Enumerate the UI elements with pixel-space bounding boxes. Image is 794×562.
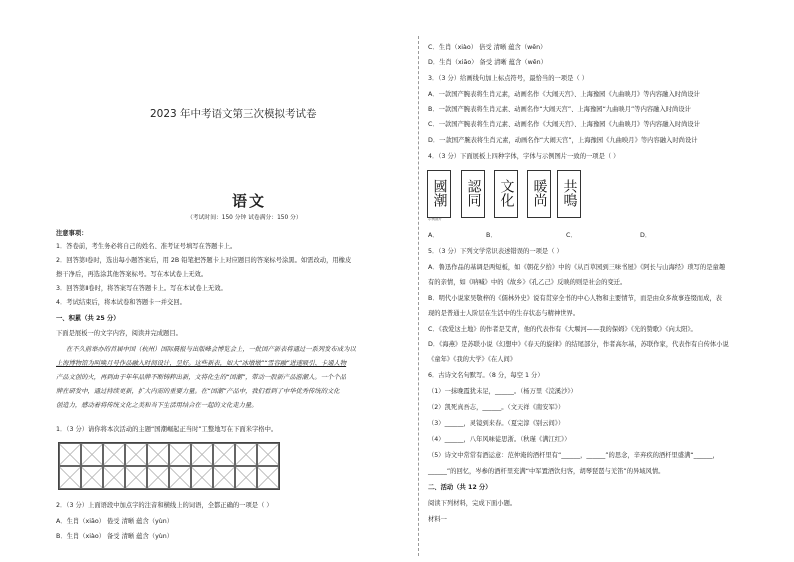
q4-option-b: B． (486, 232, 497, 239)
glyph-option-d-text: 共鳴 (561, 179, 578, 207)
q5-option-line: C．《我爱这土地》的作者是艾青，他的代表作有《大堰河——我的保姆》《光的赞歌》《向太阳》。 (428, 326, 697, 333)
glyph-sample-box (427, 170, 451, 218)
subject-title: 语文 (232, 192, 267, 210)
q3-option-c: C．一款国产腕表将生肖元素、动画名作《大闹天宫》、上海豫园《九曲映月》等内容融入时尚设计 (428, 121, 701, 128)
column-divider (418, 36, 419, 556)
section2-intro: 阅读下列材料，完成下面小题。 (428, 500, 517, 507)
q4-option-a: A． (428, 232, 439, 239)
note-item: 擦干净后，再选涂其他答案标号。写在本试卷上无效。 (56, 271, 208, 278)
material-label: 材料一 (428, 516, 447, 523)
q2-option-b: B．生肖（xiào） 备受 清晰 蕴含（yùn） (56, 533, 174, 540)
q5-option-line: 现的是普通士人阶层在生活中的生存状态与精神世界。 (428, 310, 580, 317)
glyph-option-d (557, 170, 581, 218)
q6-line: （5）诗文中常常有酒运意：范仲淹的酒杆里有“______，______”的思念，辛弃疾的酒杆里盛满“______， (428, 452, 719, 459)
passage-line: 在不久前举办的首届中国（杭州）国际晨报与出版峰会博览会上，一批国产新表将通过一系列发布成为以 (66, 346, 356, 353)
exam-info: （考试时间：150 分钟 试卷满分：150 分） (187, 215, 302, 221)
q5-option-line: 有的亲情，如《呐喊》中的《故乡》《孔乙己》反映的则是社会的变迁。 (428, 279, 627, 286)
question-3: 3．（3 分）给画线句加上标点符号，最恰当的一项是（ ） (428, 75, 588, 82)
note-item: 1．答卷前，考生务必将自己的姓名、准考证号填写在答题卡上。 (56, 243, 237, 250)
question-4: 4．（3 分）下面展板上四种字体，字体与示例图片一致的一项是（ ） (428, 153, 620, 160)
q5-option-line: A．鲁迅作品的基调是两短板，如《朝花夕拾》中的《从百草园到三味书屋》《阿长与山海经》琐写的是童趣 (428, 264, 726, 271)
glyph-option-a-text: 認同 (465, 179, 482, 207)
glyph-option-a (461, 170, 485, 218)
q6-line: ______”的回忆，岑参的酒杆里充满“中军置酒饮归客，胡琴琵琶与羌笛”的异域风情。 (428, 468, 665, 475)
passage-line: 牌在研发中，通过持续更新，扩大内需的重要力量。在“国潮”产品中，我们看到了中华优秀传统的文化 (56, 388, 340, 395)
q5-option-line: B．明代小说家吴敬梓的《儒林外史》说有贯穿全书的中心人物和主要情节，而是由众多故事连缀而成，表 (428, 295, 722, 302)
q6-line: （4）______，八年风味徒思浙。（秋瑾《满江红》） (428, 436, 571, 443)
exam-title: 2023 年中考语文第三次模拟考试卷 (150, 108, 317, 120)
q2-option-d: D．生肖（xiāo） 备受 清晰 蕴含（wēn） (428, 59, 547, 66)
q4-option-d: D． (640, 232, 652, 239)
q2-option-c: C．生肖（xiào） 倍受 清晰 蕴含（wēn） (428, 44, 547, 51)
glyph-option-c-text: 暖尚 (531, 179, 548, 207)
question-2: 2．（3 分）上面语段中加点字的注音和横线上的词语，全都正确的一项是（ ） (56, 502, 273, 509)
note-item: 3．回答第Ⅱ卷时，将答案写在答题卡上。写在本试卷上无效。 (56, 285, 227, 292)
rice-grid-answer-box[interactable] (58, 442, 280, 490)
q6-line: （1）一抹晚霞犹未足，______。（杨万里《浣溪沙》） (428, 388, 577, 395)
q4-option-c: C． (566, 232, 577, 239)
q2-option-a: A．生肖（xiāo） 倦受 清晰 蕴含（yùn） (56, 518, 174, 525)
q5-option-line: D．《海燕》是苏联小说《幻想中》《春天的旋律》的结尾部分，作者高尔基，苏联作家，代表作有自传体小说 (428, 341, 729, 348)
glyph-option-b-text: 文化 (498, 179, 515, 207)
passage-line: 产品文创的火，再到由于年年品牌不断铸粹出新，文将化生的“国潮”，带动一股新产品游潮人。一个个品 (56, 374, 346, 381)
note-item: 4．考试结束后，将本试卷和答题卡一并交回。 (56, 299, 186, 306)
question-6: 6．古诗文名句默写。（8 分，每空 1 分） (428, 372, 544, 379)
glyph-option-b (494, 170, 518, 218)
q5-option-line: 《童年》《我的大学》《在人间》 (428, 356, 517, 363)
passage-line: 创造力，感动着将传统文化之美和当下生活用结合在一起的文化走力量。 (56, 402, 258, 409)
question-1: 1．（3 分）请你将本次活动的主题“国潮崛起正当时”工整地写在下面米字格中。 (56, 426, 278, 433)
section1-intro: 下面是展板一的文字内容，阅读并完成题目。 (56, 330, 182, 337)
section2-heading: 二、活动（共 12 分） (428, 484, 492, 491)
section1-heading: 一、积累（共 25 分） (56, 315, 120, 322)
q6-line: （3）______，灵镜到来春。（夏完淳《别云间》） (428, 420, 565, 427)
glyph-sample-text: 國潮 (431, 179, 448, 207)
notes-heading: 注意事项： (56, 230, 88, 237)
passage-line: 上海博物馆为叫唤月号作品融入时间设计，呈好。这些新表，如大“冰墩墩”“雪容融”进速吸引、卡通人物 (56, 360, 347, 367)
glyph-option-c (527, 170, 551, 218)
question-5: 5．（3 分）下列文学常识表述错误的一项是（ ） (428, 248, 563, 255)
note-item: 2．回答第Ⅰ卷时，选出每小题答案后，用 2B 铅笔把答题卡上对应题目的答案标号涂黑。如需改动，用橡皮 (56, 257, 352, 264)
q3-option-d: D．一款国产腕表将生肖元素，动画名作“大闹天宫”，上海豫园《九曲映月》等内容融入时尚设计 (428, 137, 698, 144)
q3-option-b: B．一款国产腕表将生肖元素、动画名作“大闹天宫”、上海豫园“九曲映月”等内容融入时尚设计 (428, 106, 691, 113)
q6-line: （2）凯死真吾志，______。（文天祥《南安军》） (428, 404, 565, 411)
glyph-caption: 示例图片 (428, 217, 442, 221)
q3-option-a: A．一款国产腕表将生肖元素，动画名作《大闹天宫》、上海豫园《九曲映月》等内容融入时尚设计 (428, 91, 700, 98)
